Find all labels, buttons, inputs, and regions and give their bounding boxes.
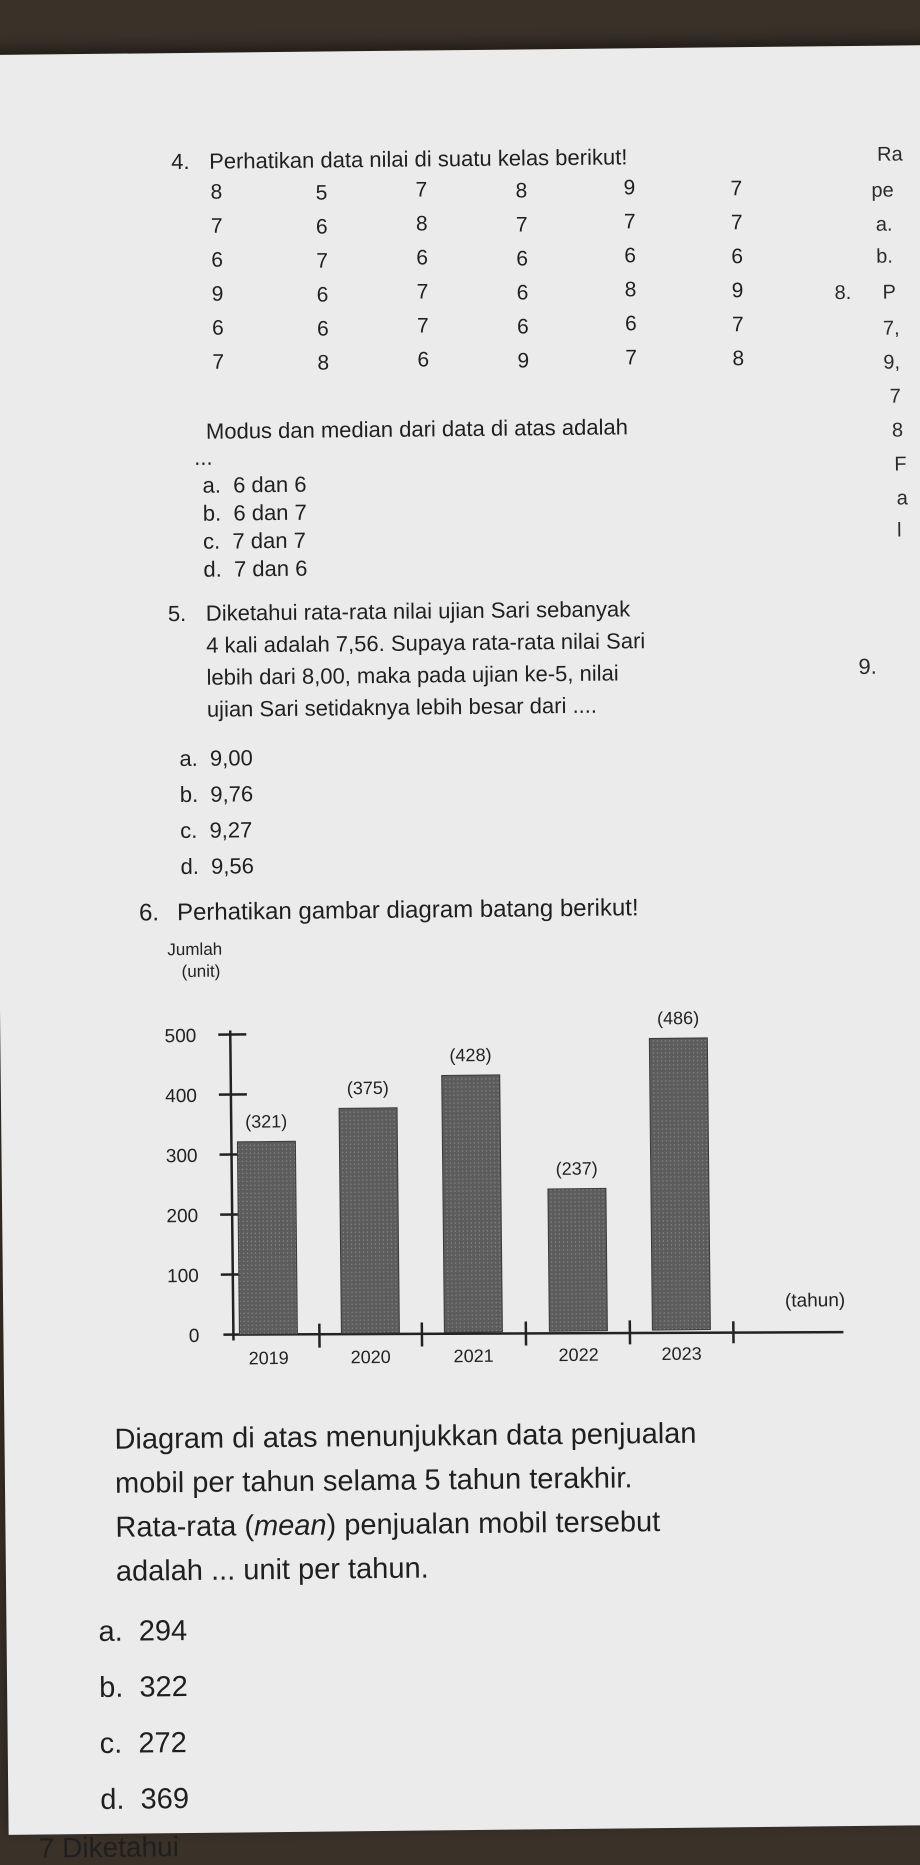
- q8-fragment-4: 7: [890, 385, 901, 408]
- bar-2021: [442, 1075, 503, 1332]
- x-tick-label: 2019: [249, 1348, 289, 1368]
- q4-cell: 8: [201, 180, 231, 204]
- q5-option-a[interactable]: a. 9,00: [179, 742, 253, 775]
- q8-fragment-2: 7,: [883, 317, 900, 340]
- q5-number: 5.: [168, 598, 187, 630]
- worksheet-page: [0, 45, 920, 1835]
- bar-value-label: (486): [657, 1008, 699, 1028]
- y-axis-label: Jumlah: [167, 940, 222, 960]
- q4-cell: 6: [203, 316, 233, 340]
- q6-number: 6.: [139, 899, 159, 927]
- q4-cell: 8: [407, 212, 437, 236]
- q4-cell: 6: [407, 246, 437, 270]
- q4-cell: 7: [722, 211, 752, 235]
- q8-fragment-7: a: [897, 487, 908, 510]
- bar-2022: [548, 1188, 607, 1331]
- x-tick-label: 2023: [662, 1344, 702, 1364]
- q8-number: 8.: [834, 282, 851, 305]
- q4-cell: 7: [408, 314, 438, 338]
- bar-value-label: (321): [245, 1111, 287, 1131]
- q6-text: Diagram di atas menunjukkan data penjualan mobil per tahun selama 5 tahun terakhir. Rata-rata (mean) penjualan mobil tersebut adalah ... unit per tahun.: [114, 1412, 698, 1594]
- x-axis-line: [223, 1328, 843, 1338]
- q4-option-c[interactable]: c. 7 dan 7: [203, 528, 306, 555]
- q4-cell: 7: [407, 280, 437, 304]
- bar-2023: [649, 1038, 710, 1330]
- x-tick-label: 2021: [454, 1346, 494, 1366]
- q6-option-b[interactable]: b. 322: [99, 1671, 188, 1705]
- bar-2020: [339, 1108, 399, 1334]
- bar-value-label: (428): [449, 1045, 491, 1065]
- q4-option-b[interactable]: b. 6 dan 7: [203, 500, 307, 527]
- q4-cell: 6: [507, 247, 537, 271]
- q4-cell: 8: [308, 351, 338, 375]
- q7-fragment-1: Ra: [877, 143, 903, 166]
- q5-option-c[interactable]: c. 9,27: [180, 814, 253, 847]
- x-axis-label: (tahun): [785, 1290, 845, 1312]
- q7-fragment-2: pe: [871, 180, 893, 203]
- q4-cell: 6: [408, 348, 438, 372]
- y-tick-label: 300: [166, 1146, 198, 1167]
- q4-cell: 7: [406, 178, 436, 202]
- q4-cell: 7: [307, 249, 337, 273]
- q4-cell: 7: [723, 313, 753, 337]
- q5-option-d[interactable]: d. 9,56: [180, 850, 254, 883]
- q4-cell: 9: [508, 349, 538, 373]
- y-tick-label: 0: [189, 1326, 200, 1347]
- q4-cell: 7: [202, 214, 232, 238]
- q6-option-d[interactable]: d. 369: [100, 1783, 189, 1817]
- q4-cell: 7: [721, 177, 751, 201]
- q8-fragment-5: 8: [892, 419, 903, 442]
- q4-cell: 6: [202, 248, 232, 272]
- bar-value-label: (237): [556, 1158, 598, 1178]
- q4-cell: 6: [722, 245, 752, 269]
- q4-option-a[interactable]: a. 6 dan 6: [202, 472, 306, 499]
- bar-value-label: (375): [347, 1078, 389, 1098]
- q4-cell: 6: [615, 244, 645, 268]
- q4-cell: 9: [614, 176, 644, 200]
- q4-cell: 6: [616, 312, 646, 336]
- q4-cell: 6: [508, 315, 538, 339]
- q8-fragment-6: F: [894, 453, 906, 476]
- q4-ellipsis: ...: [194, 445, 213, 471]
- y-tick-label: 200: [166, 1206, 198, 1227]
- q7-fragment-4: b.: [876, 246, 893, 269]
- bar-2019: [237, 1141, 297, 1334]
- y-axis-unit: (unit): [182, 962, 221, 981]
- q9-number: 9.: [858, 654, 877, 680]
- q6-title: Perhatikan gambar diagram batang berikut!: [177, 894, 639, 927]
- q4-cell: 5: [306, 181, 336, 205]
- q4-cell: 8: [723, 347, 753, 371]
- bottom-cut-text: 7 Diketahui: [39, 1831, 179, 1864]
- q6-option-c[interactable]: c. 272: [100, 1727, 187, 1761]
- q4-number: 4.: [171, 149, 190, 175]
- q4-cell: 7: [616, 346, 646, 370]
- q4-title: Perhatikan data nilai di suatu kelas berikut!: [209, 144, 627, 174]
- q4-cell: 6: [307, 283, 337, 307]
- q4-cell: 9: [202, 282, 232, 306]
- bar-chart: [119, 926, 884, 1404]
- q4-cell: 7: [507, 213, 537, 237]
- q4-cell: 8: [615, 278, 645, 302]
- q8-fragment-8: l: [897, 519, 902, 542]
- q5-option-b[interactable]: b. 9,76: [180, 778, 254, 811]
- q8-fragment-3: 9,: [883, 351, 900, 374]
- x-tick-label: 2020: [351, 1347, 391, 1367]
- x-tick-label: 2022: [559, 1345, 599, 1365]
- q4-question: Modus dan median dari data di atas adalah: [206, 414, 628, 444]
- q4-cell: 7: [615, 210, 645, 234]
- q4-option-d[interactable]: d. 7 dan 6: [203, 556, 307, 583]
- q4-cell: 9: [722, 279, 752, 303]
- q4-cell: 8: [506, 179, 536, 203]
- q6-option-a[interactable]: a. 294: [98, 1615, 187, 1649]
- y-tick-label: 100: [167, 1266, 199, 1287]
- y-tick-label: 500: [164, 1026, 196, 1047]
- q4-cell: 6: [307, 215, 337, 239]
- y-axis-line: [230, 1031, 233, 1341]
- y-tick-label: 400: [165, 1086, 197, 1107]
- q4-cell: 7: [203, 350, 233, 374]
- q4-cell: 6: [308, 317, 338, 341]
- q5-text: Diketahui rata-rata nilai ujian Sari sebanyak 4 kali adalah 7,56. Supaya rata-rata nilai Sari lebih dari 8,00, maka pada ujian ke-5, nilai ujian Sari setidaknya lebih besar dari ....: [206, 593, 646, 726]
- q4-data-table: [0, 45, 920, 55]
- q7-fragment-3: a.: [876, 214, 893, 237]
- q8-fragment-1: P: [882, 282, 896, 305]
- q4-cell: 6: [507, 281, 537, 305]
